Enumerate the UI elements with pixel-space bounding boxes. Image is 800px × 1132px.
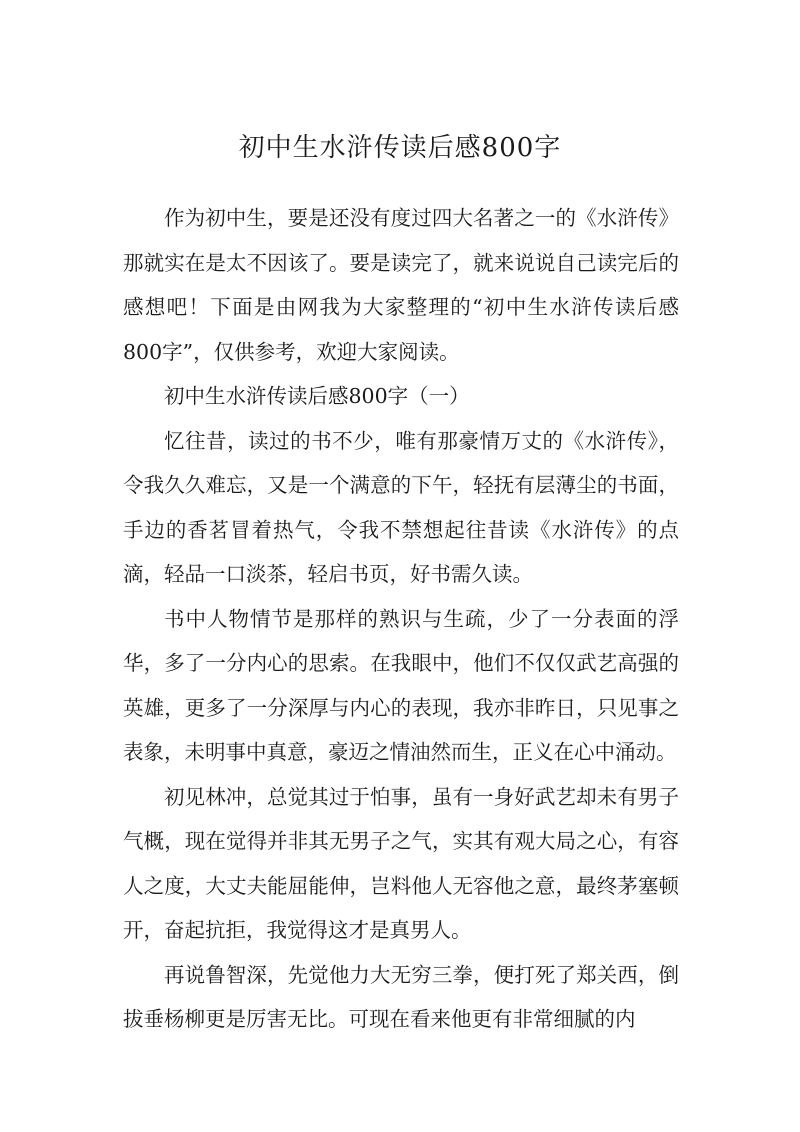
body-paragraph: 忆往昔，读过的书不少，唯有那豪情万丈的《水浒传》，令我久久难忘，又是一个满意的下午，轻抚有层薄尘的书面，手边的香茗冒着热气，令我不禁想起往昔读《水浒传》的点滴，轻品一口淡茶，轻启书页，好书需久读。	[123, 428, 679, 586]
body-paragraph: 书中人物情节是那样的熟识与生疏，少了一分表面的浮华，多了一分内心的思索。在我眼中，他们不仅仅武艺高强的英雄，更多了一分深厚与内心的表现，我亦非昨日，只见事之表象，未明事中真意，豪迈之情油然而生，正义在心中涌动。	[123, 606, 679, 764]
document-body	[123, 196, 679, 1042]
section-heading: 初中生水浒传读后感800字（一）	[164, 384, 470, 408]
intro-paragraph: 作为初中生，要是还没有度过四大名著之一的《水浒传》那就实在是太不因该了。要是读完了，就来说说自己读完后的感想吧！下面是由网我为大家整理的“初中生水浒传读后感800字”，仅供参考，欢迎大家阅读。	[123, 206, 679, 364]
page-title: 初中生水浒传读后感800字	[238, 133, 562, 163]
body-paragraph: 再说鲁智深，先觉他力大无穷三拳，便打死了郑关西，倒拔垂杨柳更是厉害无比。可现在看来他更有非常细腻的内	[123, 962, 679, 1031]
body-paragraph: 初见林冲，总觉其过于怕事，虽有一身好武艺却未有男子气概，现在觉得并非其无男子之气，实其有观大局之心，有容人之度，大丈夫能屈能伸，岂料他人无容他之意，最终茅塞顿开，奋起抗拒，我觉得这才是真男人。	[123, 784, 679, 942]
